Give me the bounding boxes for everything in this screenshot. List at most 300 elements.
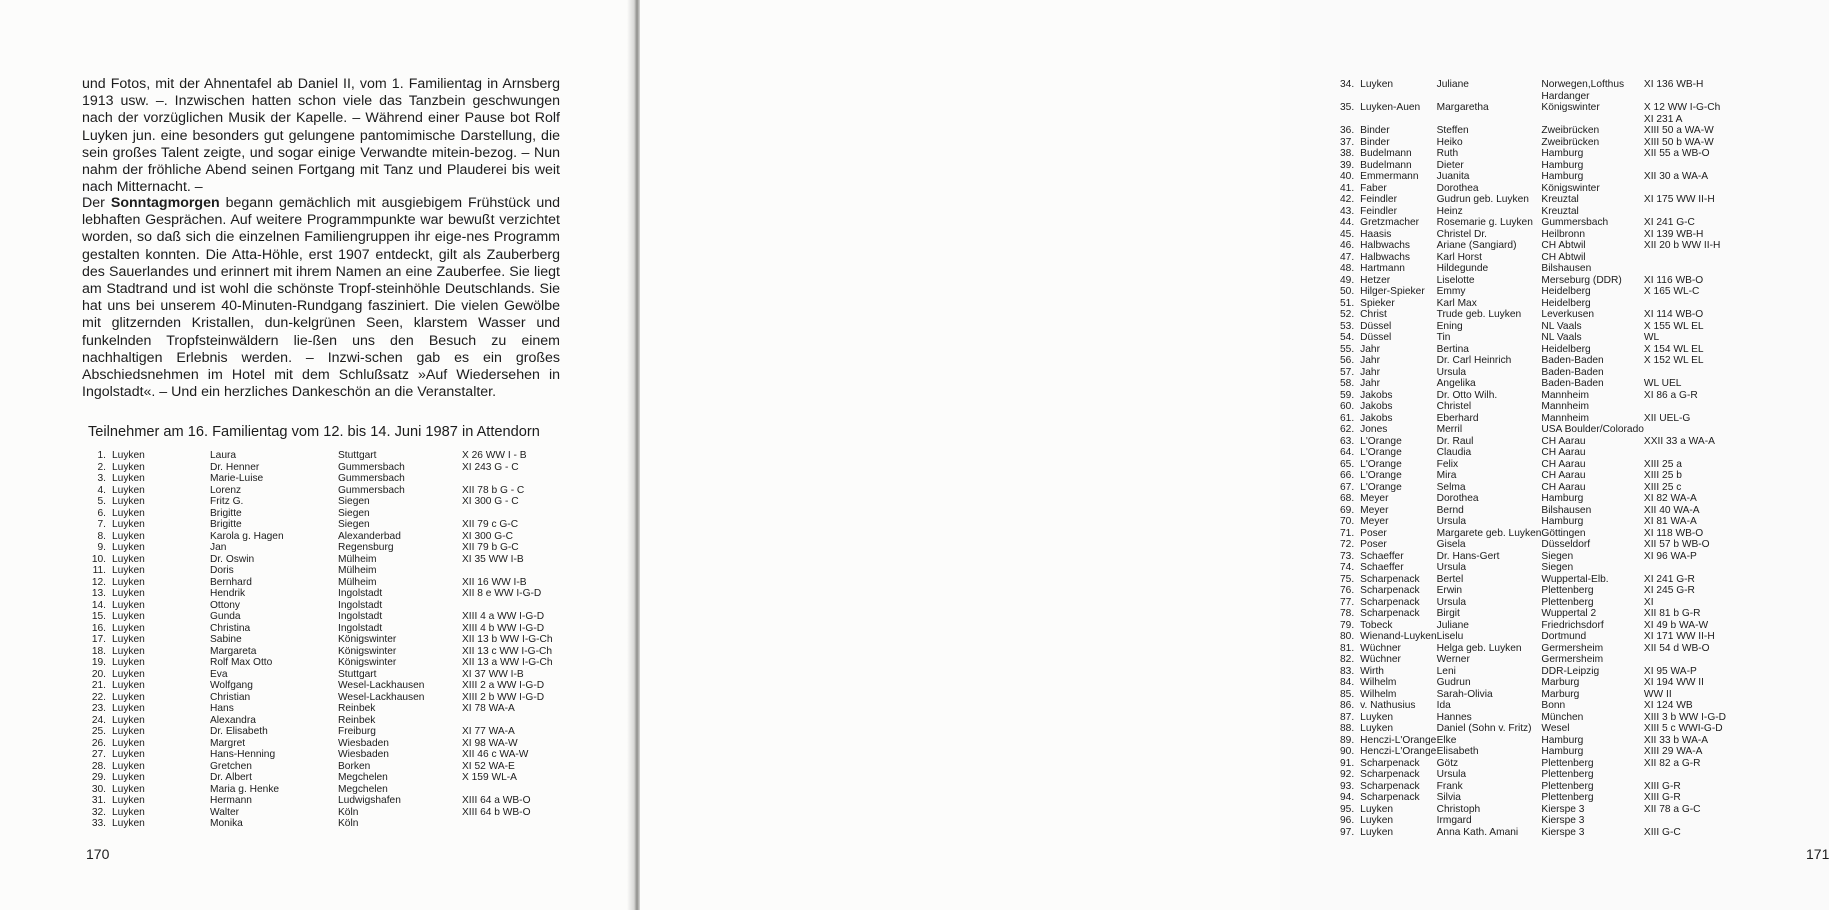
residence: Plettenberg bbox=[1541, 780, 1594, 792]
surname: Jakobs bbox=[1360, 401, 1393, 412]
genealogy-code bbox=[1644, 401, 1726, 413]
participant-row bbox=[1340, 125, 1726, 137]
surname: Luyken bbox=[112, 496, 145, 507]
entry-number bbox=[1340, 91, 1360, 103]
surname: Scharpenack bbox=[1360, 757, 1420, 769]
given-name: Fritz G. bbox=[210, 496, 244, 507]
given-name bbox=[1437, 91, 1542, 103]
given-name: Laura bbox=[210, 450, 237, 461]
participant-row bbox=[1340, 631, 1726, 643]
residence: Stuttgart bbox=[338, 450, 377, 461]
given-name: Christel Dr. bbox=[1436, 228, 1488, 240]
entry-number: 55. bbox=[1340, 343, 1355, 355]
entry-number: 42. bbox=[1340, 194, 1355, 205]
residence: Gummersbach bbox=[338, 461, 405, 473]
surname: Luyken bbox=[112, 611, 145, 622]
surname: Luyken bbox=[112, 599, 145, 611]
genealogy-code bbox=[1644, 769, 1726, 781]
surname: L'Orange bbox=[1360, 470, 1402, 481]
entry-number: 40. bbox=[1340, 171, 1355, 182]
participant-row bbox=[86, 715, 562, 727]
participant-row bbox=[1340, 620, 1726, 632]
entry-number: 56. bbox=[1340, 355, 1355, 366]
surname: Luyken bbox=[112, 806, 145, 818]
residence: Siegen bbox=[338, 507, 370, 519]
genealogy-code: XII 46 c WA-W bbox=[462, 749, 529, 760]
surname: Luyken bbox=[112, 450, 145, 461]
genealogy-code: XII 8 e WW I-G-D bbox=[462, 588, 542, 599]
surname: Haasis bbox=[1360, 228, 1392, 240]
entry-number: 1. bbox=[97, 450, 106, 461]
given-name: Ursula bbox=[1436, 516, 1467, 527]
given-name: Dr. Henner bbox=[210, 461, 260, 473]
surname: Luyken bbox=[112, 645, 145, 657]
genealogy-code: XIII 29 WA-A bbox=[1643, 746, 1703, 757]
residence: Ingolstadt bbox=[338, 588, 383, 599]
surname: L'Orange bbox=[1360, 481, 1402, 493]
genealogy-code bbox=[1644, 654, 1726, 666]
genealogy-code: XXII 33 a WA-A bbox=[1643, 435, 1715, 447]
entry-number: 10. bbox=[91, 553, 106, 565]
participant-row bbox=[86, 531, 562, 543]
residence: Megchelen bbox=[338, 783, 388, 795]
entry-number: 73. bbox=[1340, 550, 1355, 562]
genealogy-code: XI 231 A bbox=[1643, 113, 1683, 125]
participant-row bbox=[1340, 263, 1726, 275]
participant-row bbox=[1340, 597, 1726, 609]
surname: Luyken bbox=[112, 714, 145, 726]
given-name: Juanita bbox=[1436, 171, 1470, 182]
participant-row bbox=[1340, 332, 1726, 344]
residence: Mülheim bbox=[338, 553, 377, 565]
given-name: Heinz bbox=[1436, 205, 1463, 217]
entry-number: 54. bbox=[1340, 332, 1355, 343]
residence: Gummersbach bbox=[338, 473, 405, 484]
residence: USA Boulder/Colorado bbox=[1541, 424, 1644, 435]
entry-number: 84. bbox=[1340, 677, 1355, 688]
participant-row bbox=[1340, 275, 1726, 287]
entry-number: 29. bbox=[91, 772, 106, 783]
entry-number: 69. bbox=[1340, 504, 1355, 516]
surname: Jahr bbox=[1360, 343, 1380, 355]
genealogy-code: X 165 WL-C bbox=[1643, 286, 1700, 297]
participant-row bbox=[86, 646, 562, 658]
given-name: Helga geb. Luyken bbox=[1436, 642, 1522, 654]
genealogy-code: XI 77 WA-A bbox=[462, 726, 515, 737]
participant-row bbox=[86, 807, 562, 819]
entry-number: 20. bbox=[91, 668, 106, 680]
participants-table-right bbox=[1340, 79, 1726, 838]
entry-number: 12. bbox=[91, 576, 106, 588]
participant-row bbox=[1340, 194, 1726, 206]
genealogy-code: XI 81 WA-A bbox=[1643, 516, 1697, 527]
residence: Mülheim bbox=[338, 565, 377, 576]
residence: Siegen bbox=[1541, 562, 1574, 573]
entry-number: 57. bbox=[1340, 366, 1355, 378]
surname: Luyken bbox=[112, 703, 145, 714]
participant-row bbox=[1340, 206, 1726, 218]
genealogy-code: XIII 2 b WW I-G-D bbox=[462, 691, 545, 703]
residence: Heilbronn bbox=[1541, 228, 1586, 240]
residence: Wesel bbox=[1541, 723, 1570, 734]
participant-row bbox=[1340, 792, 1726, 804]
given-name: Rolf Max Otto bbox=[210, 657, 273, 668]
entry-number: 59. bbox=[1340, 389, 1355, 401]
surname: Poser bbox=[1360, 539, 1387, 550]
surname: Scharpenack bbox=[1360, 769, 1420, 780]
participant-row bbox=[1340, 516, 1726, 528]
surname: Binder bbox=[1360, 136, 1390, 148]
residence: Hamburg bbox=[1541, 171, 1584, 182]
genealogy-code: XI 118 WB-O bbox=[1643, 527, 1704, 539]
residence bbox=[1541, 114, 1644, 126]
genealogy-code: XIII 4 b WW I-G-D bbox=[462, 622, 545, 634]
genealogy-code: XI 78 WA-A bbox=[462, 703, 515, 714]
entry-number: 49. bbox=[1340, 274, 1355, 286]
genealogy-code: X 154 WL EL bbox=[1643, 343, 1704, 355]
participant-row bbox=[1340, 367, 1726, 379]
residence: Köln bbox=[338, 818, 359, 829]
genealogy-code: XI 37 WW I-B bbox=[462, 668, 524, 680]
residence: Mannheim bbox=[1541, 389, 1589, 401]
genealogy-code bbox=[462, 784, 562, 796]
genealogy-code: XII 20 b WW II-H bbox=[1643, 240, 1721, 251]
given-name: Dr. Albert bbox=[210, 772, 252, 783]
residence: Gummersbach bbox=[338, 484, 405, 496]
residence: CH Abtwil bbox=[1541, 240, 1586, 251]
surname: Budelmann bbox=[1360, 148, 1412, 159]
participant-row bbox=[1340, 91, 1726, 103]
genealogy-code: XIII 50 b WA-W bbox=[1643, 136, 1714, 148]
genealogy-code: XI 98 WA-W bbox=[462, 737, 518, 749]
genealogy-code: XII 57 b WB-O bbox=[1643, 539, 1710, 550]
entry-number: 82. bbox=[1340, 654, 1355, 665]
genealogy-code bbox=[462, 508, 562, 520]
given-name: Hildegunde bbox=[1436, 263, 1489, 274]
given-name: Karl Max bbox=[1436, 297, 1477, 309]
paragraph-2-prefix: Der bbox=[82, 195, 111, 211]
genealogy-code: XI 86 a G-R bbox=[1643, 389, 1698, 401]
entry-number: 70. bbox=[1340, 516, 1355, 527]
residence: Ingolstadt bbox=[338, 599, 383, 611]
entry-number: 76. bbox=[1340, 585, 1355, 596]
surname: Luyken bbox=[112, 576, 145, 588]
given-name: Eberhard bbox=[1436, 412, 1479, 424]
entry-number: 50. bbox=[1340, 286, 1355, 297]
participant-row bbox=[86, 726, 562, 738]
genealogy-code: XII 82 a G-R bbox=[1643, 757, 1701, 769]
participant-row bbox=[1340, 447, 1726, 459]
participant-row bbox=[1340, 735, 1726, 747]
surname: Jakobs bbox=[1360, 389, 1393, 401]
entry-number: 18. bbox=[91, 645, 106, 657]
genealogy-code bbox=[1644, 447, 1726, 459]
genealogy-code: WL bbox=[1643, 332, 1660, 343]
residence: Hamburg bbox=[1541, 159, 1584, 171]
given-name: Ruth bbox=[1436, 148, 1459, 159]
genealogy-code: XI 136 WB-H bbox=[1643, 79, 1704, 90]
surname: Luyken bbox=[1360, 711, 1394, 723]
surname: Luyken bbox=[112, 553, 145, 565]
genealogy-code bbox=[1644, 252, 1726, 264]
page-number-left: 170 bbox=[86, 846, 110, 862]
residence: Heidelberg bbox=[1541, 286, 1591, 297]
entry-number: 46. bbox=[1340, 240, 1355, 251]
participant-row bbox=[1340, 229, 1726, 241]
participant-row bbox=[86, 462, 562, 474]
surname: Spieker bbox=[1360, 297, 1395, 309]
surname: Scharpenack bbox=[1360, 608, 1420, 619]
given-name: Silvia bbox=[1436, 792, 1461, 803]
participant-row bbox=[1340, 666, 1726, 678]
participant-row bbox=[1340, 677, 1726, 689]
entry-number: 95. bbox=[1340, 803, 1355, 815]
given-name: Steffen bbox=[1436, 125, 1469, 136]
entry-number: 31. bbox=[91, 795, 106, 806]
surname: Wilhelm bbox=[1360, 677, 1397, 688]
entry-number: 74. bbox=[1340, 562, 1355, 573]
genealogy-code: XI 241 G-R bbox=[1643, 573, 1695, 585]
genealogy-code bbox=[462, 818, 562, 830]
given-name: Erwin bbox=[1436, 585, 1463, 596]
participant-row bbox=[86, 554, 562, 566]
surname: Hetzer bbox=[1360, 274, 1391, 286]
given-name: Angelika bbox=[1436, 378, 1476, 389]
surname: Schaeffer bbox=[1360, 562, 1404, 573]
entry-number: 61. bbox=[1340, 412, 1355, 424]
residence: Königswinter bbox=[338, 634, 397, 645]
surname: Scharpenack bbox=[1360, 573, 1420, 585]
participant-row bbox=[1340, 102, 1726, 114]
given-name: Ariane (Sangiard) bbox=[1436, 240, 1517, 251]
surname: Binder bbox=[1360, 125, 1390, 136]
narrative-paragraph-1: und Fotos, mit der Ahnentafel ab Daniel II, vom 1. Familientag in Arnsberg 1913 usw. –. Inzwischen hatten schon viele das Tanzbein geschwungen nach der vorzüglichen Musik der Kapelle. – Während einer Pause bot Rolf Luyken jun. eine besonders gut gelungene pantomimische Darstellung, die sein großes Talent zeigte, und sogar einige Verwandte mitein-bezog. – Nun nahm der fröhliche Abend seinen Fortgang mit Tanz und Plauderei bis weit nach Mitternacht. – bbox=[82, 76, 560, 196]
given-name: Emmy bbox=[1436, 286, 1466, 297]
surname: Luyken bbox=[112, 634, 145, 645]
entry-number: 30. bbox=[91, 783, 106, 795]
genealogy-code: XII 40 WA-A bbox=[1643, 504, 1700, 516]
residence: Göttingen bbox=[1541, 527, 1586, 539]
surname: Faber bbox=[1360, 182, 1387, 194]
given-name: Daniel (Sohn v. Fritz) bbox=[1436, 723, 1532, 734]
entry-number: 86. bbox=[1340, 700, 1355, 711]
entry-number: 62. bbox=[1340, 424, 1355, 435]
genealogy-code: XII 55 a WB-O bbox=[1643, 148, 1710, 159]
narrative-paragraph-2 bbox=[82, 195, 560, 401]
surname: Halbwachs bbox=[1360, 240, 1411, 251]
genealogy-code: XII 16 WW I-B bbox=[462, 576, 527, 588]
given-name: Juliane bbox=[1436, 619, 1469, 631]
residence: CH Aarau bbox=[1541, 435, 1586, 447]
entry-number: 27. bbox=[91, 749, 106, 760]
entry-number: 72. bbox=[1340, 539, 1355, 550]
participant-row bbox=[86, 577, 562, 589]
given-name bbox=[1437, 114, 1542, 126]
residence: Mannheim bbox=[1541, 412, 1589, 424]
right-page bbox=[640, 0, 1829, 910]
participant-row bbox=[1340, 424, 1726, 436]
entry-number: 60. bbox=[1340, 401, 1355, 412]
surname: Luyken bbox=[112, 542, 145, 553]
participant-row bbox=[86, 611, 562, 623]
given-name: Birgit bbox=[1436, 608, 1460, 619]
participant-row bbox=[1340, 700, 1726, 712]
participant-row bbox=[86, 519, 562, 531]
entry-number: 52. bbox=[1340, 309, 1355, 320]
entry-number: 35. bbox=[1340, 102, 1355, 113]
residence: Germersheim bbox=[1541, 642, 1604, 654]
entry-number: 37. bbox=[1340, 136, 1355, 148]
surname: Budelmann bbox=[1360, 159, 1412, 171]
residence: München bbox=[1541, 711, 1584, 723]
given-name: Marie-Luise bbox=[210, 473, 264, 484]
genealogy-code: WW II bbox=[1643, 688, 1672, 700]
participant-row bbox=[1340, 321, 1726, 333]
participant-row bbox=[1340, 746, 1726, 758]
residence: Plettenberg bbox=[1541, 769, 1594, 780]
participant-row bbox=[1340, 79, 1726, 91]
entry-number: 90. bbox=[1340, 746, 1355, 757]
residence: Friedrichsdorf bbox=[1541, 619, 1604, 631]
residence: Baden-Baden bbox=[1541, 355, 1604, 366]
given-name: Margarete geb. Luyken bbox=[1436, 527, 1542, 539]
residence: Stuttgart bbox=[338, 668, 377, 680]
entry-number: 9. bbox=[97, 542, 106, 553]
entry-number: 87. bbox=[1340, 711, 1355, 723]
genealogy-code: XI 171 WW II-H bbox=[1643, 631, 1715, 642]
entry-number: 4. bbox=[97, 484, 106, 496]
surname: Luyken bbox=[112, 760, 145, 772]
residence: Marburg bbox=[1541, 677, 1580, 688]
given-name: Liselotte bbox=[1436, 274, 1475, 286]
entry-number: 71. bbox=[1340, 527, 1355, 539]
genealogy-code: XIII 4 a WW I-G-D bbox=[462, 611, 545, 622]
entry-number: 41. bbox=[1340, 182, 1355, 194]
participant-row bbox=[1340, 344, 1726, 356]
residence: Mannheim bbox=[1541, 401, 1589, 412]
genealogy-code: X 12 WW I-G-Ch bbox=[1643, 102, 1721, 113]
genealogy-code: XI 95 WA-P bbox=[1643, 665, 1697, 677]
entry-number: 78. bbox=[1340, 608, 1355, 619]
surname: Luyken bbox=[112, 484, 145, 496]
residence: Merseburg (DDR) bbox=[1541, 274, 1622, 286]
entry-number: 19. bbox=[91, 657, 106, 668]
entry-number: 85. bbox=[1340, 688, 1355, 700]
residence: Baden-Baden bbox=[1541, 378, 1604, 389]
surname: Wüchner bbox=[1360, 654, 1401, 665]
participant-row bbox=[86, 669, 562, 681]
residence: Plettenberg bbox=[1541, 596, 1594, 608]
residence: Wiesbaden bbox=[338, 749, 389, 760]
residence: CH Aarau bbox=[1541, 458, 1586, 470]
entry-number: 63. bbox=[1340, 435, 1355, 447]
given-name: Elisabeth bbox=[1436, 746, 1479, 757]
residence: Hamburg bbox=[1541, 148, 1584, 159]
participant-row bbox=[1340, 815, 1726, 827]
entry-number: 14. bbox=[91, 599, 106, 611]
participant-row bbox=[1340, 390, 1726, 402]
entry-number: 48. bbox=[1340, 263, 1355, 274]
given-name: Frank bbox=[1436, 780, 1463, 792]
entry-number: 77. bbox=[1340, 596, 1355, 608]
participant-row bbox=[1340, 436, 1726, 448]
genealogy-code: XI 139 WB-H bbox=[1643, 228, 1704, 240]
given-name: Christian bbox=[210, 691, 251, 703]
residence: Plettenberg bbox=[1541, 585, 1594, 596]
participant-row bbox=[1340, 137, 1726, 149]
surname: Luyken bbox=[1360, 723, 1394, 734]
given-name: Irmgard bbox=[1436, 815, 1472, 826]
surname: Wilhelm bbox=[1360, 688, 1397, 700]
participant-row bbox=[1340, 160, 1726, 172]
residence: Königswinter bbox=[1541, 182, 1600, 194]
genealogy-code: XII 33 b WA-A bbox=[1643, 734, 1709, 746]
entry-number: 89. bbox=[1340, 734, 1355, 746]
given-name: Felix bbox=[1436, 458, 1459, 470]
given-name: Dorothea bbox=[1436, 493, 1479, 504]
given-name: Wolfgang bbox=[210, 680, 253, 691]
participant-row bbox=[1340, 114, 1726, 126]
genealogy-code bbox=[1644, 91, 1726, 103]
participants-heading: Teilnehmer am 16. Familientag vom 12. bis 14. Juni 1987 in Attendorn bbox=[88, 424, 540, 440]
surname: Henczi-L'Orange bbox=[1360, 734, 1437, 746]
participant-row bbox=[1340, 723, 1726, 735]
residence: Wesel-Lackhausen bbox=[338, 691, 425, 703]
surname: Luyken bbox=[112, 657, 145, 668]
given-name: Sarah-Olivia bbox=[1436, 688, 1493, 700]
participant-row bbox=[86, 692, 562, 704]
surname: Meyer bbox=[1360, 516, 1389, 527]
residence: CH Abtwil bbox=[1541, 251, 1586, 263]
given-name: Maria g. Henke bbox=[210, 783, 280, 795]
surname: Jahr bbox=[1360, 355, 1380, 366]
participant-row bbox=[1340, 643, 1726, 655]
given-name: Walter bbox=[210, 806, 240, 818]
genealogy-code: XII 13 c WW I-G-Ch bbox=[462, 645, 552, 657]
residence: Siegen bbox=[1541, 550, 1574, 562]
residence: Regensburg bbox=[338, 542, 394, 553]
given-name: Ida bbox=[1436, 700, 1451, 711]
given-name: Hermann bbox=[210, 795, 252, 806]
entry-number: 33. bbox=[91, 818, 106, 829]
given-name: Gudrun geb. Luyken bbox=[1436, 194, 1529, 205]
residence: Ludwigshafen bbox=[338, 795, 401, 806]
surname: L'Orange bbox=[1360, 447, 1402, 458]
genealogy-code: XI 243 G - C bbox=[462, 461, 519, 473]
surname: Jakobs bbox=[1360, 412, 1393, 424]
residence: NL Vaals bbox=[1541, 332, 1582, 343]
surname: Luyken bbox=[112, 749, 145, 760]
participant-row bbox=[1340, 505, 1726, 517]
genealogy-code: XIII G-R bbox=[1643, 792, 1681, 803]
given-name: Dr. Oswin bbox=[210, 553, 255, 565]
surname: Emmermann bbox=[1360, 171, 1419, 182]
given-name: Dr. Carl Heinrich bbox=[1436, 355, 1512, 366]
residence: CH Aarau bbox=[1541, 470, 1586, 481]
given-name: Hendrik bbox=[210, 588, 246, 599]
residence: Borken bbox=[338, 760, 371, 772]
surname: Luyken bbox=[112, 818, 145, 829]
genealogy-code: XII 13 a WW I-G-Ch bbox=[462, 657, 553, 668]
entry-number: 39. bbox=[1340, 159, 1355, 171]
participant-row bbox=[1340, 539, 1726, 551]
surname: Henczi-L'Orange bbox=[1360, 746, 1437, 757]
residence: Heidelberg bbox=[1541, 297, 1591, 309]
genealogy-code: XIII 25 c bbox=[1643, 481, 1682, 493]
residence: NL Vaals bbox=[1541, 320, 1582, 332]
genealogy-code: X 159 WL-A bbox=[462, 772, 517, 783]
sonntagmorgen-bold: Sonntagmorgen bbox=[110, 195, 220, 211]
